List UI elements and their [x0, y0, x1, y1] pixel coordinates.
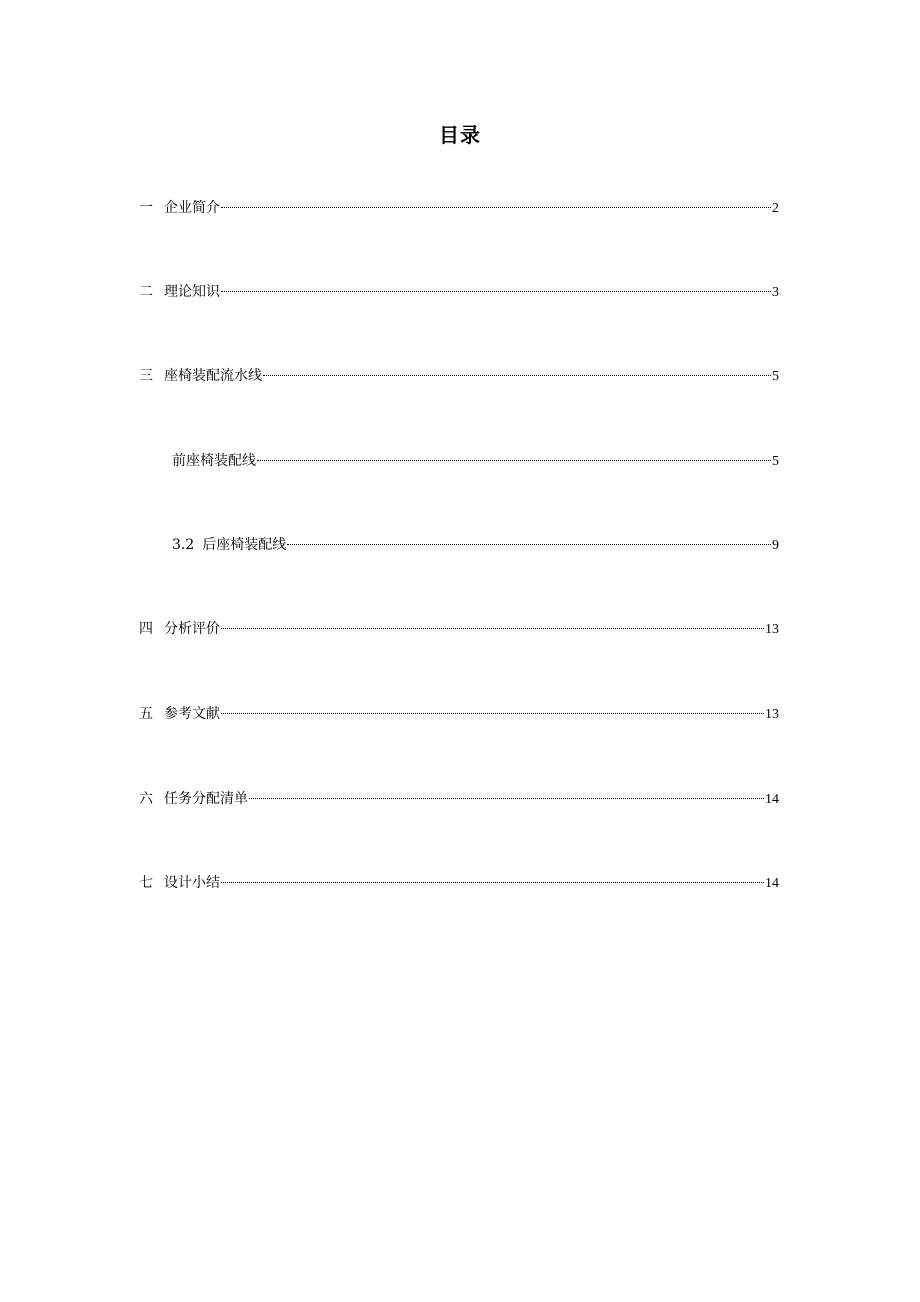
toc-entry-page-number: 3 — [772, 285, 779, 300]
toc-entry-page-number: 14 — [765, 792, 779, 807]
toc-dot-leader — [257, 445, 771, 465]
toc-entry-page-number: 9 — [772, 538, 779, 553]
toc-entry-rear-seat-line[interactable] — [172, 529, 779, 553]
toc-dot-leader — [287, 529, 771, 549]
page-title: 目录 — [439, 123, 481, 147]
toc-dot-leader — [263, 360, 771, 380]
toc-entry-number: 六 — [139, 791, 153, 807]
toc-entry-seat-assembly-line[interactable] — [139, 360, 779, 384]
toc-dot-leader — [221, 698, 764, 718]
toc-entry-number: 七 — [139, 875, 153, 891]
toc-entry-page-number: 5 — [772, 454, 779, 469]
toc-entry-page-number: 13 — [765, 622, 779, 637]
toc-entry-number: 三 — [139, 368, 153, 384]
toc-entry-title: 理论知识 — [164, 284, 220, 300]
toc-entry-design-summary[interactable] — [139, 867, 779, 891]
toc-entry-number: 二 — [139, 284, 153, 300]
toc-entry-title: 参考文献 — [164, 706, 220, 722]
toc-dot-leader — [221, 276, 771, 296]
toc-entry-front-seat-line[interactable] — [172, 445, 779, 469]
toc-dot-leader — [249, 783, 764, 803]
toc-dot-leader — [221, 867, 764, 887]
toc-dot-leader — [221, 192, 771, 212]
toc-entry-theory[interactable] — [139, 276, 779, 300]
toc-entry-number: 五 — [139, 706, 153, 722]
toc-entry-number: 一 — [139, 200, 153, 216]
toc-entry-title: 任务分配清单 — [164, 791, 248, 807]
toc-entry-title: 座椅装配流水线 — [164, 368, 262, 384]
toc-entry-title: 前座椅装配线 — [172, 453, 256, 469]
toc-entry-page-number: 13 — [765, 707, 779, 722]
toc-entry-number: 3.2 — [172, 537, 195, 553]
toc-entry-task-allocation[interactable] — [139, 783, 779, 807]
toc-entry-page-number: 5 — [772, 369, 779, 384]
toc-entry-title: 分析评价 — [164, 621, 220, 637]
toc-entry-title: 后座椅装配线 — [202, 537, 287, 553]
toc-dot-leader — [221, 613, 764, 633]
toc-entry-references[interactable] — [139, 698, 779, 722]
toc-entry-page-number: 2 — [772, 201, 779, 216]
toc-entry-title: 企业简介 — [164, 200, 220, 216]
toc-entry-title: 设计小结 — [164, 875, 220, 891]
toc-entry-number: 四 — [139, 621, 153, 637]
toc-entry-page-number: 14 — [765, 876, 779, 891]
toc-entry-company-intro[interactable] — [139, 192, 779, 216]
toc-entry-analysis[interactable] — [139, 613, 779, 637]
